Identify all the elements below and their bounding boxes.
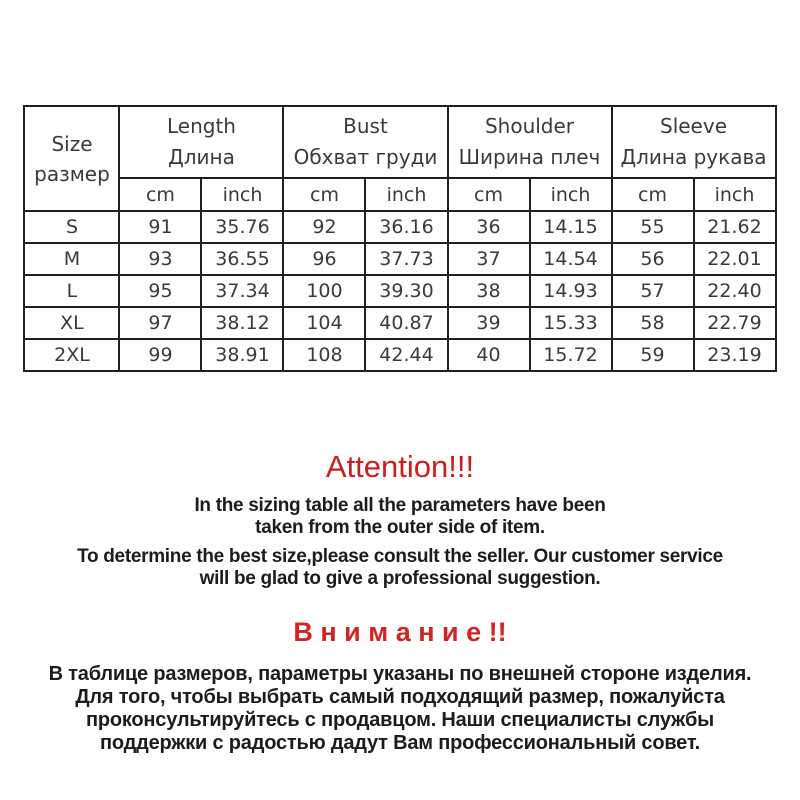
value-cell: 14.15 <box>530 211 612 243</box>
notice-line: Для того, чтобы выбрать самый подходящий размер, пожалуйста <box>75 685 725 708</box>
bust-label-en: Bust <box>343 114 388 138</box>
table-row <box>24 339 775 371</box>
size-cell: XL <box>24 307 119 339</box>
size-header-en: Size <box>51 131 93 156</box>
column-group-bust <box>283 106 447 178</box>
bust-label-ru: Обхват груди <box>293 145 438 169</box>
notice-paragraph-ru <box>0 663 800 755</box>
column-group-length <box>119 106 283 178</box>
table-row <box>24 243 775 275</box>
value-cell: 93 <box>119 243 201 275</box>
value-cell: 15.33 <box>530 307 612 339</box>
unit-header: inch <box>365 178 447 211</box>
value-cell: 91 <box>119 211 201 243</box>
shoulder-label-en: Shoulder <box>484 114 575 138</box>
shoulder-label-ru: Ширина плеч <box>458 145 601 169</box>
value-cell: 36 <box>448 211 530 243</box>
value-cell: 108 <box>283 339 365 371</box>
value-cell: 42.44 <box>365 339 447 371</box>
sleeve-label-ru: Длина рукава <box>620 145 767 169</box>
size-header-ru: размер <box>34 161 110 186</box>
value-cell: 100 <box>283 275 365 307</box>
value-cell: 104 <box>283 307 365 339</box>
notice-line: will be glad to give a professional suggestion. <box>199 568 601 590</box>
value-cell: 38.91 <box>201 339 283 371</box>
attention-title-ru: В н и м а н и е !! <box>293 617 507 648</box>
value-cell: 35.76 <box>201 211 283 243</box>
value-cell: 97 <box>119 307 201 339</box>
notice-line: taken from the outer side of item. <box>255 517 545 539</box>
value-cell: 22.40 <box>694 275 776 307</box>
value-cell: 55 <box>612 211 694 243</box>
value-cell: 40.87 <box>365 307 447 339</box>
value-cell: 36.55 <box>201 243 283 275</box>
unit-header: inch <box>530 178 612 211</box>
unit-header: inch <box>694 178 776 211</box>
value-cell: 14.93 <box>530 275 612 307</box>
value-cell: 38 <box>448 275 530 307</box>
unit-header: cm <box>612 178 694 211</box>
value-cell: 58 <box>612 307 694 339</box>
notice-paragraph-en-1 <box>0 495 800 539</box>
value-cell: 57 <box>612 275 694 307</box>
value-cell: 36.16 <box>365 211 447 243</box>
unit-header: cm <box>448 178 530 211</box>
notice-line: To determine the best size,please consult the seller. Our customer service <box>77 546 723 568</box>
value-cell: 40 <box>448 339 530 371</box>
notice-line: В таблице размеров, параметры указаны по внешней стороне изделия. <box>48 662 752 685</box>
value-cell: 22.01 <box>694 243 776 275</box>
value-cell: 59 <box>612 339 694 371</box>
value-cell: 96 <box>283 243 365 275</box>
length-label-ru: Длина <box>168 145 235 169</box>
sleeve-label-en: Sleeve <box>660 114 728 138</box>
column-group-sleeve <box>612 106 776 178</box>
value-cell: 37.73 <box>365 243 447 275</box>
value-cell: 92 <box>283 211 365 243</box>
unit-header: cm <box>119 178 201 211</box>
size-cell: M <box>24 243 119 275</box>
unit-header: inch <box>201 178 283 211</box>
size-cell: 2XL <box>24 339 119 371</box>
value-cell: 56 <box>612 243 694 275</box>
table-row <box>24 307 775 339</box>
value-cell: 14.54 <box>530 243 612 275</box>
table-row <box>24 211 775 243</box>
table-row <box>24 275 775 307</box>
size-column-header <box>24 106 119 211</box>
value-cell: 38.12 <box>201 307 283 339</box>
value-cell: 22.79 <box>694 307 776 339</box>
value-cell: 21.62 <box>694 211 776 243</box>
value-cell: 39.30 <box>365 275 447 307</box>
value-cell: 15.72 <box>530 339 612 371</box>
unit-header: cm <box>283 178 365 211</box>
value-cell: 39 <box>448 307 530 339</box>
size-cell: S <box>24 211 119 243</box>
value-cell: 23.19 <box>694 339 776 371</box>
length-label-en: Length <box>166 114 236 138</box>
value-cell: 95 <box>119 275 201 307</box>
notice-paragraph-en-2 <box>0 546 800 590</box>
value-cell: 37.34 <box>201 275 283 307</box>
value-cell: 99 <box>119 339 201 371</box>
column-group-shoulder <box>448 106 612 178</box>
attention-title-en: Attention!!! <box>325 449 475 484</box>
notice-line: поддержки с радостью дадут Вам профессиональный совет. <box>99 731 701 754</box>
size-cell: L <box>24 275 119 307</box>
notice-line: проконсультируйтесь с продавцом. Наши специалисты службы <box>85 708 715 731</box>
size-table <box>23 105 776 372</box>
value-cell: 37 <box>448 243 530 275</box>
notice-line: In the sizing table all the parameters have been <box>194 495 606 517</box>
